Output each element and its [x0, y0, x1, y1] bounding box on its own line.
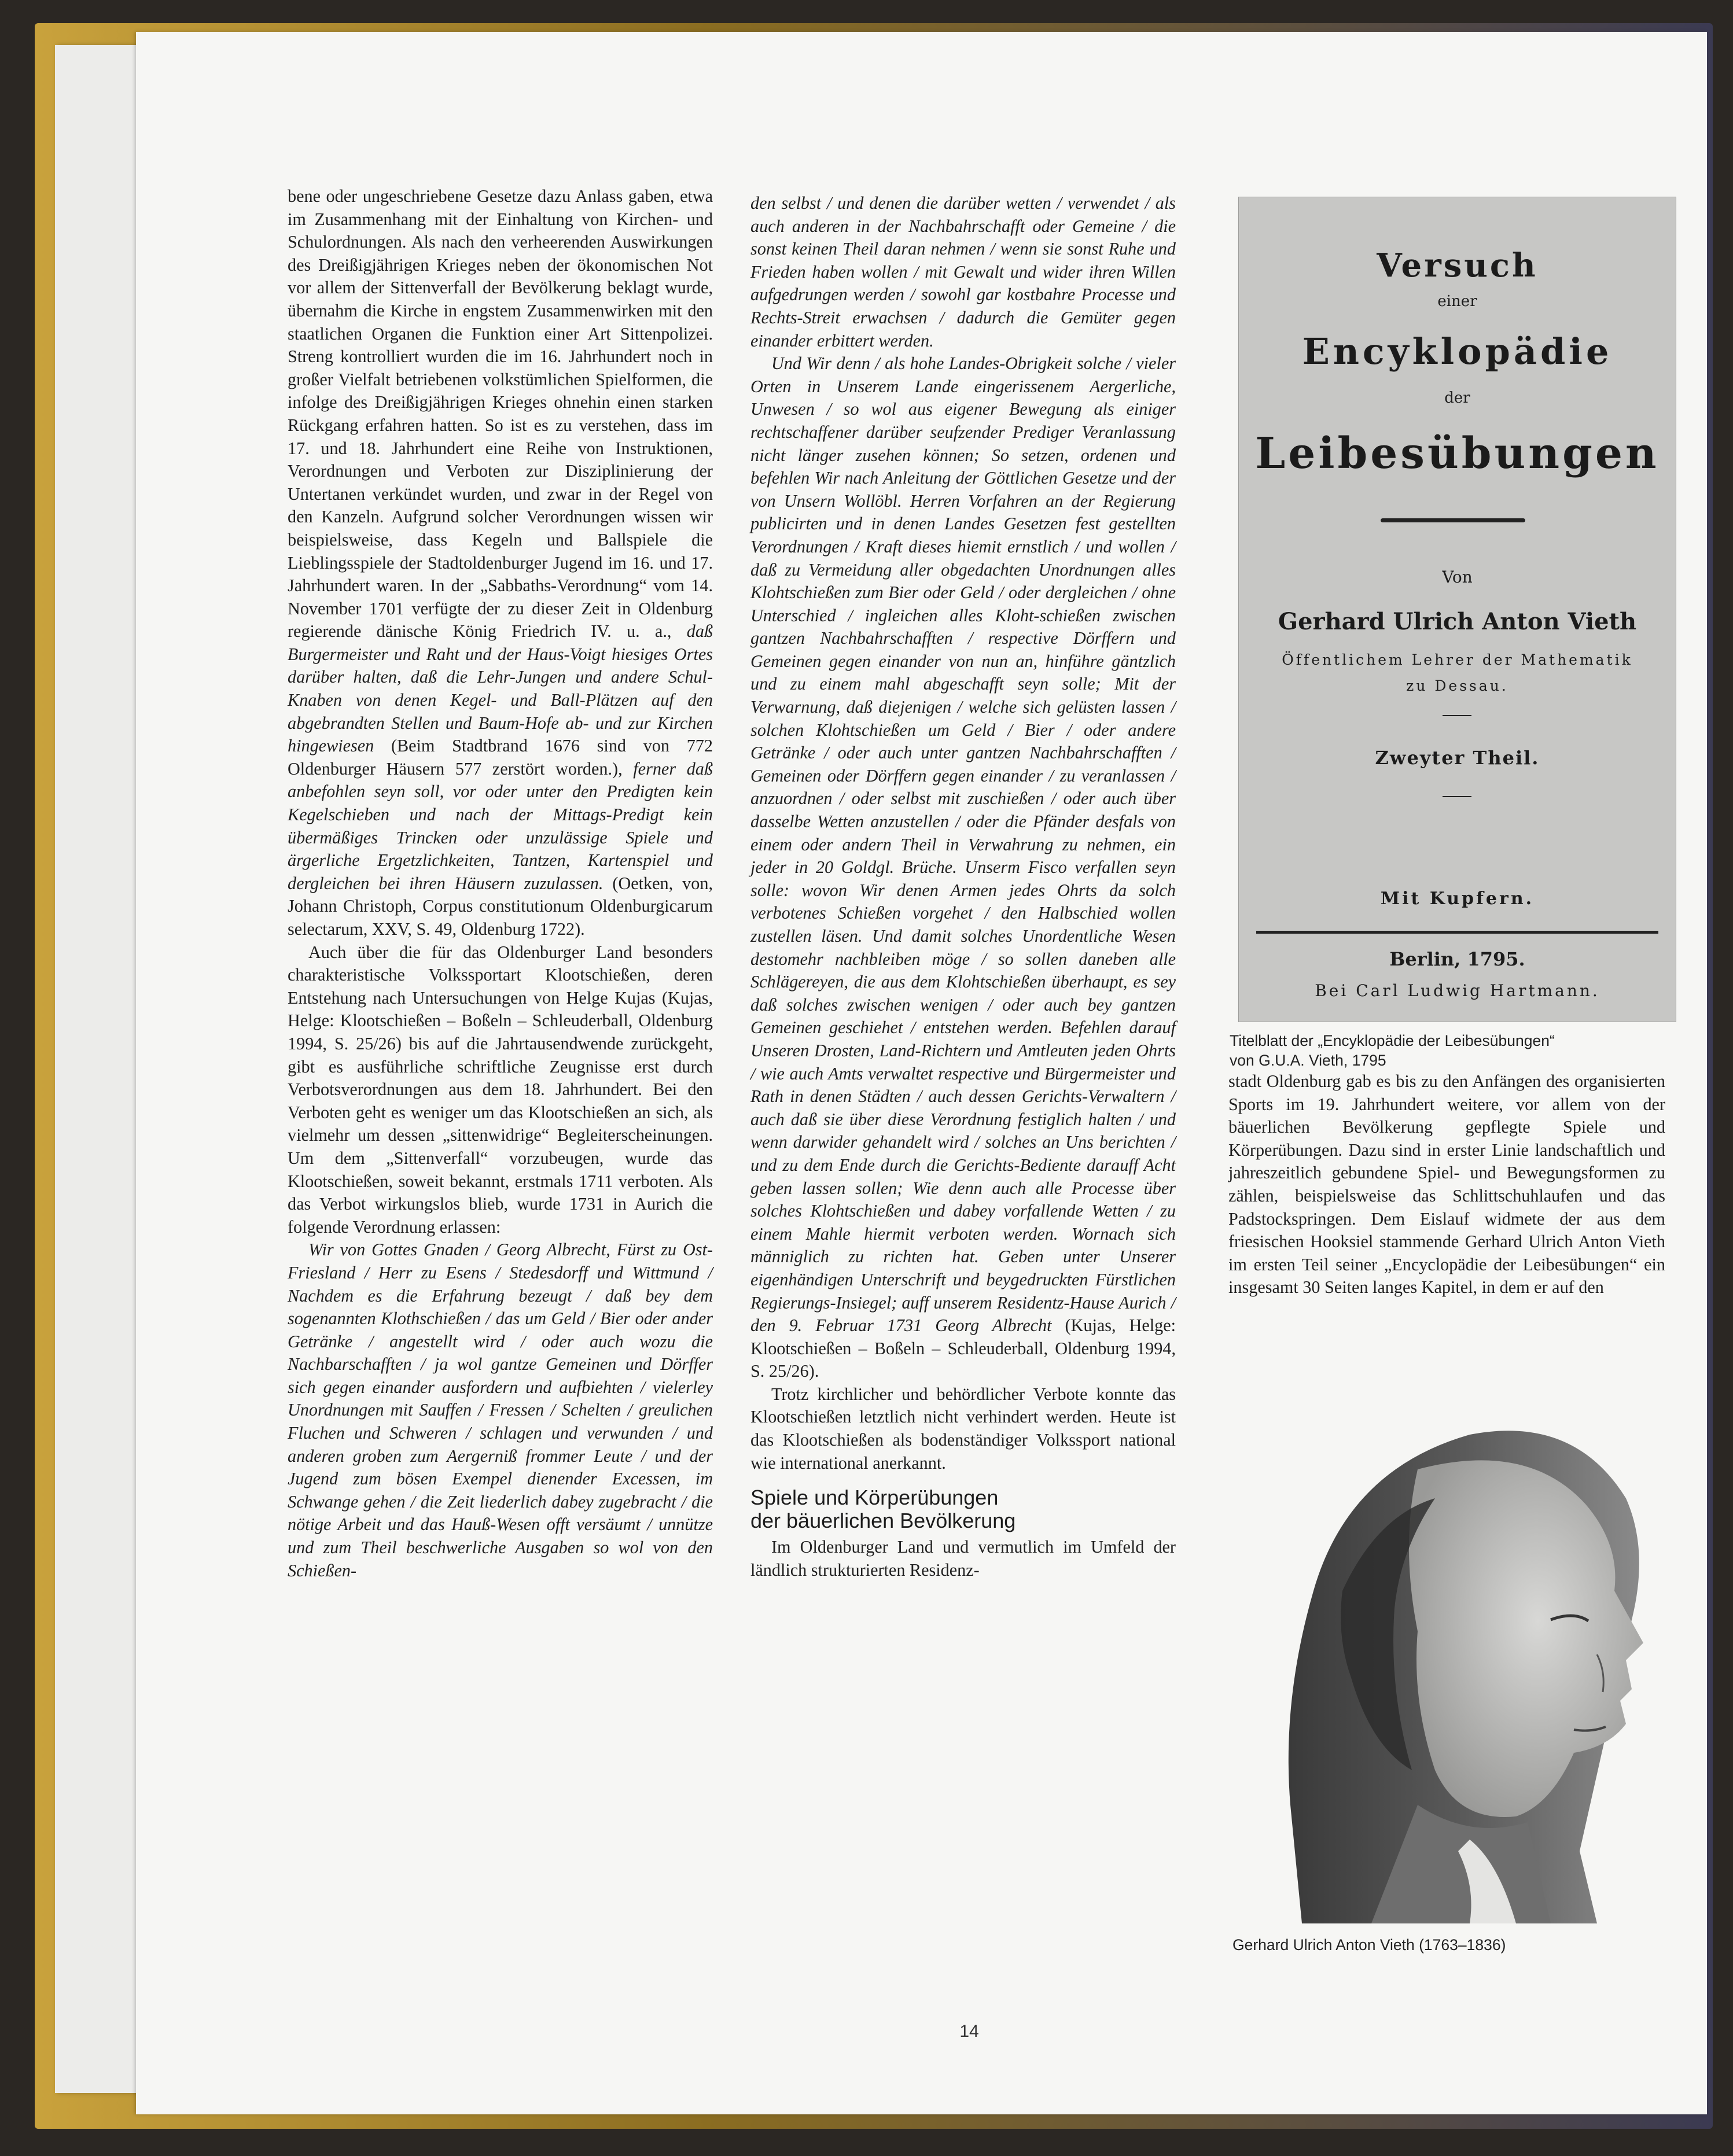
- title-page-bottom-rule: [1256, 931, 1658, 934]
- page-number: 14: [959, 2022, 979, 2041]
- column1-p1-mid: (Beim Stadtbrand 1676 sind von 772 Oldenburger Häusern 577 zerstört worden.),: [288, 736, 713, 779]
- text-column-1: [288, 185, 713, 1582]
- column1-p1-citation: (Oetken, von, Johann Christoph, Corpus constitutionum Oldenburgicarum selectarum, XXV, S. 49, Oldenburg 1722).: [288, 873, 713, 939]
- title-page-mit-kupfern: Mit Kupfern.: [1380, 889, 1535, 909]
- title-page-publisher: Bei Carl Ludwig Hartmann.: [1315, 981, 1600, 1000]
- title-page-caption: [1230, 1031, 1555, 1070]
- title-page-image: [1238, 197, 1676, 1022]
- title-page-leibesuebungen: Leibesübungen: [1255, 429, 1660, 478]
- title-page-encyklopaedie: Encyklopädie: [1302, 330, 1613, 373]
- column3-paragraph-1: stadt Oldenburg gab es bis zu den Anfängen des organisierten Sports im 19. Jahrhundert weitere, vor allem von der bäuerlichen Bevölkerung gepflegte Spiele und Körperübungen. Dazu sind in erster Linie landschaftlich und jahreszeitlich gebundene Spiel- und Bewegungsformen zu zählen, beispielsweise das Schlittschuhlaufen und das Padstockspringen. Dem Eislauf widmete der aus dem friesischen Hooksiel stammende Gerhard Ulrich Anton Vieth im ersten Teil seiner „Encyclopädie der Leibesübungen“ ein insgesamt 30 Seiten langes Kapitel, in dem er auf den: [1228, 1071, 1665, 1298]
- column1-p1-text: bene oder ungeschriebene Gesetze dazu Anlass gaben, etwa im Zusammenhang mit der Einhaltung von Kirchen- und Schulordnungen. Als nach den verheerenden Auswirkungen des Dreißigjährigen Krieges neben der ökonomischen Not vor allem der Sittenverfall der Bevölkerung beklagt wurde, übernahm die Kirche in engstem Zusammenwirken mit den staatlichen Organen die Funktion einer Art Sittenpolizei. Streng kontrolliert wurden die im 16. Jahrhundert noch in großer Vielfalt betriebenen volkstümlichen Spielformen, die infolge des Dreißigjährigen Krieges ohnehin einen starken Rückgang erfahren hatten. So ist es zu verstehen, dass im 17. und 18. Jahrhundert eine Reihe von Instruktionen, Verordnungen und Verboten zur Disziplinierung der Untertanen verkündet wurden, und zwar in der Regel von den Kanzeln. Aufgrund solcher Verordnungen wissen wir beispielsweise, dass Kegeln und Ballspiele die Lieblingsspiele der Stadtoldenburger Jugend im 16. und 17. Jahrhundert waren. In der „Sabbaths-Verordnung“ vom 14. November 1701 verfügte der zu dieser Zeit in Oldenburg regierende dänische König Friedrich IV. u. a.,: [288, 186, 713, 642]
- title-page-der: der: [1444, 389, 1470, 407]
- section-heading-line2: der bäuerlichen Bevölkerung: [750, 1509, 1016, 1533]
- title-page-short-rule-1: [1443, 715, 1471, 716]
- title-page-imprint-city-year: Berlin, 1795.: [1389, 948, 1525, 970]
- text-column-3: [1228, 1070, 1665, 1299]
- title-page-von: Von: [1442, 567, 1473, 587]
- title-page-einer: einer: [1437, 293, 1477, 310]
- title-page-author-role: Öffentlichem Lehrer der Mathematik: [1282, 651, 1633, 668]
- column2-paragraph-4: Im Oldenburger Land und vermutlich im Umfeld der ländlich strukturierten Residenz-: [750, 1537, 1176, 1580]
- aurich-decree-quote-start: Wir von Gottes Gnaden / Georg Albrecht, Fürst zu Ost-Friesland / Herr zu Esens / Stedesdorff und Wittmund / Nachdem es die Erfahrung bezeugt / daß bey dem sogenannten Klothschießen / das um Geld / Bier oder ander Getränke / angestellt wird / oder auch wozu die Nachbarschafften / ja wol gantze Gemeinen und Dörffer sich gegen einander ausfordern und aufbiehten / vielerley Unordnungen mit Sauffen / Fressen / Schelten / greulichen Fluchen und Schweren / schlagen und verwunden / und anderen groben zum Aergerniß frommer Leute / und der Jugend zum bösen Exempel dienender Excessen, im Schwange gehen / die Zeit liederlich dabey zugebracht / die nötige Arbeit und das Hauß-Wesen offt versäumt / unnütze und zum Theil beschwerliche Ausgaben so wol von den Schießen-: [288, 1240, 713, 1580]
- portrait-caption: Gerhard Ulrich Anton Vieth (1763–1836): [1232, 1936, 1506, 1954]
- title-page-author: Gerhard Ulrich Anton Vieth: [1278, 608, 1637, 635]
- title-page-caption-line1: Titelblatt der „Encyklopädie der Leibesübungen“: [1230, 1032, 1555, 1049]
- title-page-caption-line2: von G.U.A. Vieth, 1795: [1230, 1052, 1386, 1069]
- sabbath-decree-quote-1: daß Burgermeister und Raht und der Haus-Voigt hiesiges Ortes darüber halten, daß die Lehr-Jungen und andere Schul-Knaben von denen Kegel- und Ball-Plätzen auf den abgebrandten Stellen und Baum-Hofe ab- und zur Kirchen hingewiesen: [288, 621, 713, 756]
- title-page-versuch: Versuch: [1377, 246, 1538, 285]
- column1-paragraph-1: [288, 185, 713, 941]
- column1-paragraph-2: Auch über die für das Oldenburger Land besonders charakteristische Volkssportart Klootschießen, deren Entstehung nach Untersuchungen von Helge Kujas (Kujas, Helge: Klootschießen – Boßeln – Schleuderball, Oldenburg 1994, S. 25/26) bis auf die Jahrtausendwende zurückgeht, gibt es ausführliche schriftliche Zeugnisse erst durch Verbotsverordnungen aus dem 18. Jahrhundert. Bei den Verboten geht es weniger um das Klootschießen an sich, als vielmehr um dessen „sittenwidrige“ Begleiterscheinungen. Um dem „Sittenverfall“ vorzubeugen, wurde das Klootschießen, soweit bekannt, erstmals 1711 verboten. Als das Verbot wirkungslos blieb, wurde 1731 in Aurich die folgende Verordnung erlassen:: [288, 942, 713, 1237]
- title-page-short-rule-2: [1443, 796, 1471, 797]
- aurich-decree-text: Und Wir denn / als hohe Landes-Obrigkeit solche / vieler Orten in Unserem Lande eingerissenem Aergerliche, Unwesen / so wol aus eigener Bewegung als einiger rechtschaffener darüber seufzender Prediger Veranlassung nicht länger zusehen können; So setzen, ordenen und befehlen Wir nach Anleitung der Göttlichen Gesetze und der von Unsern Wollöbl. Herren Vorfahren an der Regierung publicirten und in denen Landes Gesetzen fest gestellten Verordnungen / Kraft dieses hiemit ernstlich / und wollen / daß zu Vermeidung aller obgedachten Unordnungen alles Klohtschießen zum Bier oder Geld / oder dergleichen / ohne Unterschied / ingleichen alles Kloht-schießen zwischen gantzen Nachbahrschafften / respective Dörffern und Gemeinen gegen einander von nun an, hinführe gäntzlich und zu einem mahl abgeschafft seyn solle; Mit der Verwarnung, daß diejenigen / welche sich gelüsten lassen / solchen Klohtschießen um Geld / Bier / oder andere Getränke / oder auch unter gantzen Nachbahrschafften / Gemeinen oder Dörffern gegen einander / zu veranlassen / anzuordnen / oder selbst mit zuschießen / oder auch über dasselbe Wetten anzustellen / oder die Pfänder desfals von einem oder andern Theil in Verwahrung zu nehmen, ein jeder in 20 Goldgl. Brüche. Unserm Fisco verfallen seyn solle: wovon Wir denen Armen jedes Ohrts da solch verbotenes Schießen vorgehet / den Halbschied wollen zustellen läsen. Und damit solches Unordentliche Wesen destomehr nachbleiben möge / so sollen daneben alle Schlägereyen, die aus dem Klohtschießen überhaupt, es sey daß solches zwischen wenigen / oder auch bey gantzen Gemeinen geschiehet / entstehen werden. Befehlen darauf Unseren Drosten, Land-Richtern und Amtleuten jeden Ohrts / wie auch Amts verwaltet respective und Bürgermeister und Rath in denen Städten / auch dessen Gerichts-Verwaltern / auch daß sie über diese Verordnung festiglich halten / und wenn darwider gehandelt wird / solches an Uns berichten / und zu dem Ende durch die Gerichts-Bediente darauff Acht geben lassen sollen; Wie denn auch alle Processe über solches Klohtschießen und dabey vorfallende Wetten / zu einem Mahle hiermit verboten werden. Wornach sich männiglich zu richten hat. Geben unter Unserer eigenhändigen Unterschrift und beygedruckten Fürstlichen Regierungs-Insiegel; auff unserem Residentz-Hause Aurich / den 9. Februar 1731 Georg Albrecht: [750, 353, 1176, 1336]
- aurich-decree-quote-main: [750, 352, 1176, 1383]
- sabbath-decree-quote-2: ferner daß anbefohlen seyn soll, vor oder unter den Predigten kein Kegelschieben und nach der Mittags-Predigt kein übermäßiges Trincken oder unzulässige Spiele und ärgerliche Ergetzlichkeiten, Tantzen, Kartenspiel und dergleichen bei ihren Häusern zuzulassen.: [288, 758, 713, 893]
- title-page-volume: Zweyter Theil.: [1375, 747, 1540, 769]
- portrait-vieth: [1227, 1400, 1690, 1923]
- section-heading: [750, 1486, 1176, 1532]
- aurich-decree-citation: (Kujas, Helge: Klootschießen – Boßeln – Schleuderball, Oldenburg 1994, S. 25/26).: [750, 1315, 1176, 1381]
- aurich-decree-quote-cont: den selbst / und denen die darüber wetten / verwendet / als auch anderen in der Nachbahrschafft oder Gemeine / die sonst keinen Theil daran nehmen / wenn sie sonst Ruhe und Frieden haben wollen / mit Gewalt und wider ihren Willen aufgedrungen werden / sowohl gar kostbahre Processe und Rechts-Streit erwachsen / dadurch die Gemüter gegen einander erbittert werden.: [750, 193, 1176, 351]
- book-page: [136, 32, 1707, 2114]
- section-heading-line1: Spiele und Körperübungen: [750, 1486, 999, 1510]
- title-page-place: zu Dessau.: [1406, 677, 1508, 694]
- column2-paragraph-3: Trotz kirchlicher und behördlicher Verbote konnte das Klootschießen letztlich nicht verhindert werden. Heute ist das Klootschießen als bodenständiger Volkssport national wie international anerkannt.: [750, 1384, 1176, 1473]
- portrait-engraving-illustration: [1227, 1400, 1690, 1923]
- title-page-ornament-rule: [1381, 518, 1525, 522]
- text-column-2: [750, 192, 1176, 1582]
